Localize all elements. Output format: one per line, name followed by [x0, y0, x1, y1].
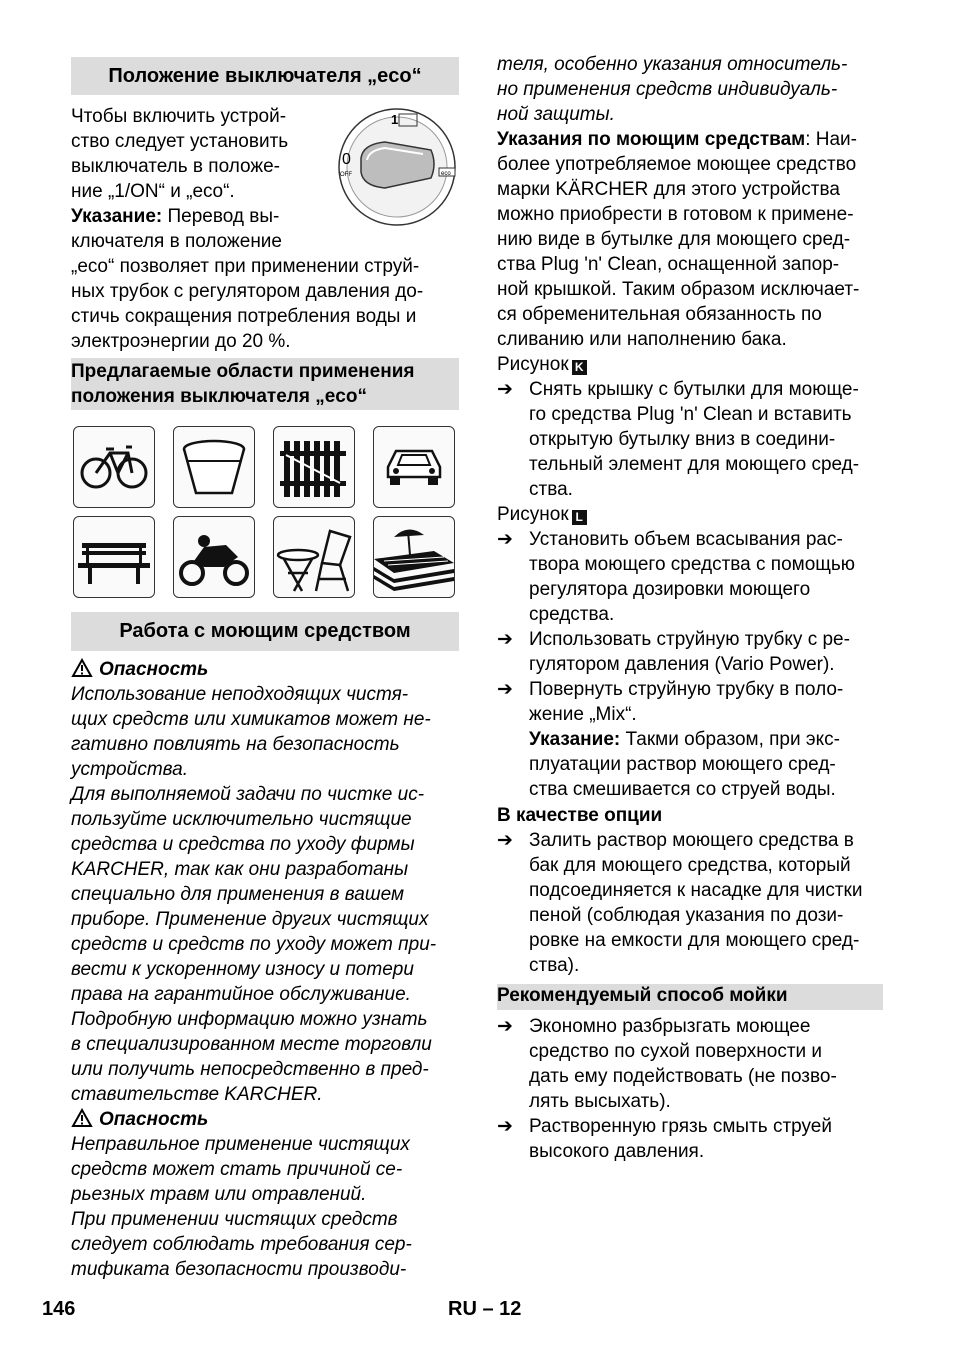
warning-triangle-icon: [71, 1108, 93, 1128]
arrow-icon: ➔: [497, 379, 513, 400]
fence-icon: [273, 426, 355, 508]
step-turn-to-mix: ➔ Повернуть струйную трубку в поло- жение „Mix“. Указание: Такми образом, при экс- плуатации раствор моющего сред- ства смешивается со струей воды.: [497, 679, 844, 800]
eco-note-text: „eco“ позволяет при применении струй- ных трубок с регулятором давления до- стичь сокращения потребления воды и электроэнергии до 20 %.: [71, 256, 424, 352]
figure-k-icon: K: [572, 360, 587, 375]
arrow-icon: ➔: [497, 529, 513, 550]
warning-triangle-icon: [71, 658, 93, 678]
svg-text:eco: eco: [441, 171, 451, 177]
step-spray-detergent: ➔ Экономно разбрызгать моющее средство по сухой поверхности и дать ему подействовать (не позво- лять высыхать).: [497, 1016, 837, 1112]
danger-title: Опасность: [99, 659, 209, 680]
eco-switch-illustration: [333, 106, 461, 228]
bicycle-icon: [73, 426, 155, 508]
bench-icon: [73, 516, 155, 598]
figure-l-reference: Рисунок L: [497, 502, 587, 527]
figure-l-icon: L: [572, 510, 587, 525]
svg-text:0: 0: [342, 151, 351, 168]
step-insert-bottle: ➔ Снять крышку с бутылки для моюще- го средства Plug 'n' Clean и вставить открытую бутылку вниз в соедини- тельный элемент для моющего сред- ства.: [497, 379, 860, 500]
switch-dial-icon: [333, 106, 461, 228]
note-label: Указание:: [71, 206, 163, 227]
danger-continuation: теля, особенно указания относитель- но применения средств индивидуаль- ной защиты.: [497, 54, 848, 125]
page-number: 146: [42, 1298, 76, 1320]
section-header-washing-method: Рекомендуемый способ мойки: [497, 984, 883, 1010]
danger-block-1: Опасность Использование неподходящих чистя- щих средств или химикатов может не- гативно повлиять на безопасность устройства. Для выполняемой задачи по чистке ис- пользуйте исключительно чистящие средства и средства по уходу фирмы KARCHER, так как они разработаны специально для применения в вашем приборе. Применение других чистящих средств и средств по уходу может при- вести к ускоренному износу и потери права на гарантийное обслуживание. Подробную информацию можно узнать в специализированном месте торговли или получить непосредственно в пред- ставительстве KARCHER. Опасность Неправильное применение чистящих средств может стать причиной се- рьезных травм или отравлений. При применении чистящих средств следует соблюдать требования сер- тификата безопасности производи-: [71, 659, 437, 1280]
step-rinse-high-pressure: ➔ Растворенную грязь смыть струей высокого давления.: [497, 1116, 832, 1162]
section-header-eco-switch: Положение выключателя „eco“: [71, 57, 459, 95]
arrow-icon: ➔: [497, 679, 513, 700]
garden-furniture-icon: [273, 516, 355, 598]
note-label: Указание:: [529, 729, 621, 750]
car-icon: [373, 426, 455, 508]
step-set-dosage: ➔ Установить объем всасывания рас- твора моющего средства с помощью регулятора дозировки моющего средства.: [497, 529, 856, 625]
section-header-eco-applications: Предлагаемые области применения положения выключателя „eco“: [71, 358, 459, 410]
motorcycle-icon: [173, 516, 255, 598]
arrow-icon: ➔: [497, 1116, 513, 1137]
arrow-icon: ➔: [497, 830, 513, 851]
page-code: RU – 12: [448, 1298, 522, 1320]
arrow-icon: ➔: [497, 629, 513, 650]
arrow-icon: ➔: [497, 1016, 513, 1037]
eco-intro-text: Чтобы включить устрой- ство следует установить выключатель в положе- ние „1/ON“ и „eco“. Указание: Перевод вы- ключателя в положение: [71, 106, 289, 252]
flower-pot-icon: [173, 426, 255, 508]
danger-title: Опасность: [99, 1109, 209, 1130]
patio-terrace-icon: [373, 516, 455, 598]
detergent-label: Указания по моющим средствам: [497, 129, 806, 150]
step-use-vario-power: ➔ Использовать струйную трубку с ре- гулятором давления (Vario Power).: [497, 629, 850, 675]
detergent-notes: Указания по моющим средствам: Наи- более употребляемое моющее средство марки KÄRCHER для этого устройства можно приобрести в готовом к примене- нию виде в бутылке для моющего сред- ства Plug 'n' Clean, оснащенной запор- ной крышкой. Таким образом исключает- ся обременительная обязанность по сливанию или наполнению бака. Рисунок K: [497, 127, 889, 377]
figure-k-reference: Рисунок K: [497, 352, 889, 377]
svg-text:1: 1: [391, 112, 399, 127]
step-fill-foam-tank: ➔ Залить раствор моющего средства в бак для моющего средства, который подсоединяется к насадке для чистки пеной (соблюдая указания по дози- ровке на емкости для моющего сред- ства).: [497, 830, 863, 976]
optional-heading: В качестве опции: [497, 805, 663, 826]
svg-text:OFF: OFF: [340, 172, 352, 178]
section-header-detergent-operation: Работа с моющим средством: [71, 612, 459, 651]
